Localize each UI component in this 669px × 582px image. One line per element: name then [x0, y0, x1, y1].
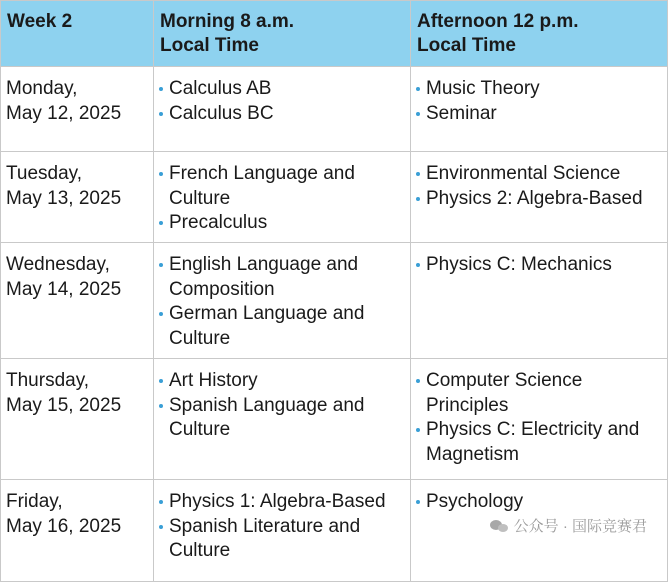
day-date: May 12, 2025	[6, 102, 122, 124]
wechat-icon	[490, 519, 508, 533]
day-date: May 13, 2025	[6, 187, 122, 209]
exam-item: Calculus BC	[159, 102, 406, 127]
exam-list	[159, 369, 406, 443]
exam-item: Physics C: Mechanics	[416, 253, 663, 278]
header-morning-line1: Morning 8 a.m.	[160, 11, 295, 32]
afternoon-cell	[411, 67, 668, 152]
day-date: May 16, 2025	[6, 515, 122, 537]
day-date: May 15, 2025	[6, 394, 122, 416]
header-morning	[154, 1, 411, 67]
exam-list	[416, 162, 663, 211]
exam-item: Seminar	[416, 102, 663, 127]
day-cell	[1, 152, 154, 243]
table-row	[1, 359, 668, 480]
day-date: May 14, 2025	[6, 278, 122, 300]
header-afternoon	[411, 1, 668, 67]
exam-item: Physics 1: Algebra-Based	[159, 490, 406, 515]
morning-cell	[154, 480, 411, 582]
day-cell	[1, 243, 154, 359]
afternoon-cell	[411, 359, 668, 480]
header-row	[1, 1, 668, 67]
exam-list	[416, 369, 663, 467]
exam-item: Art History	[159, 369, 406, 394]
exam-item: Spanish Language and Culture	[159, 394, 406, 443]
header-week-label: Week 2	[7, 11, 73, 32]
exam-list	[159, 77, 406, 126]
morning-cell	[154, 152, 411, 243]
exam-item: Computer Science Principles	[416, 369, 663, 418]
exam-item: French Language and Culture	[159, 162, 406, 211]
exam-list	[159, 162, 406, 236]
exam-item: Spanish Literature and Culture	[159, 515, 406, 564]
day-cell	[1, 67, 154, 152]
exam-item: German Language and Culture	[159, 302, 406, 351]
day-name: Tuesday,	[6, 163, 83, 184]
day-name: Monday,	[6, 78, 78, 99]
table-row	[1, 67, 668, 152]
exam-item: Physics 2: Algebra-Based	[416, 187, 663, 212]
exam-list	[416, 253, 663, 278]
exam-item: Precalculus	[159, 211, 406, 236]
exam-item: Music Theory	[416, 77, 663, 102]
morning-cell	[154, 359, 411, 480]
morning-cell	[154, 243, 411, 359]
watermark	[490, 515, 647, 536]
exam-item: Physics C: Electricity and Magnetism	[416, 418, 663, 467]
header-week	[1, 1, 154, 67]
table-row	[1, 152, 668, 243]
exam-list	[416, 490, 663, 515]
exam-list	[159, 253, 406, 351]
header-afternoon-line2: Local Time	[417, 35, 516, 56]
exam-list	[159, 490, 406, 564]
exam-item: Psychology	[416, 490, 663, 515]
watermark-text: 公众号 · 国际竞赛君	[513, 518, 647, 535]
header-morning-line2: Local Time	[160, 35, 259, 56]
day-name: Thursday,	[6, 370, 90, 391]
afternoon-cell	[411, 152, 668, 243]
exam-item: Calculus AB	[159, 77, 406, 102]
table-row	[1, 243, 668, 359]
day-cell	[1, 359, 154, 480]
day-cell	[1, 480, 154, 582]
afternoon-cell	[411, 243, 668, 359]
exam-list	[416, 77, 663, 126]
morning-cell	[154, 67, 411, 152]
header-afternoon-line1: Afternoon 12 p.m.	[417, 11, 579, 32]
day-name: Friday,	[6, 491, 63, 512]
exam-item: Environmental Science	[416, 162, 663, 187]
exam-item: English Language and Composition	[159, 253, 406, 302]
day-name: Wednesday,	[6, 254, 110, 275]
